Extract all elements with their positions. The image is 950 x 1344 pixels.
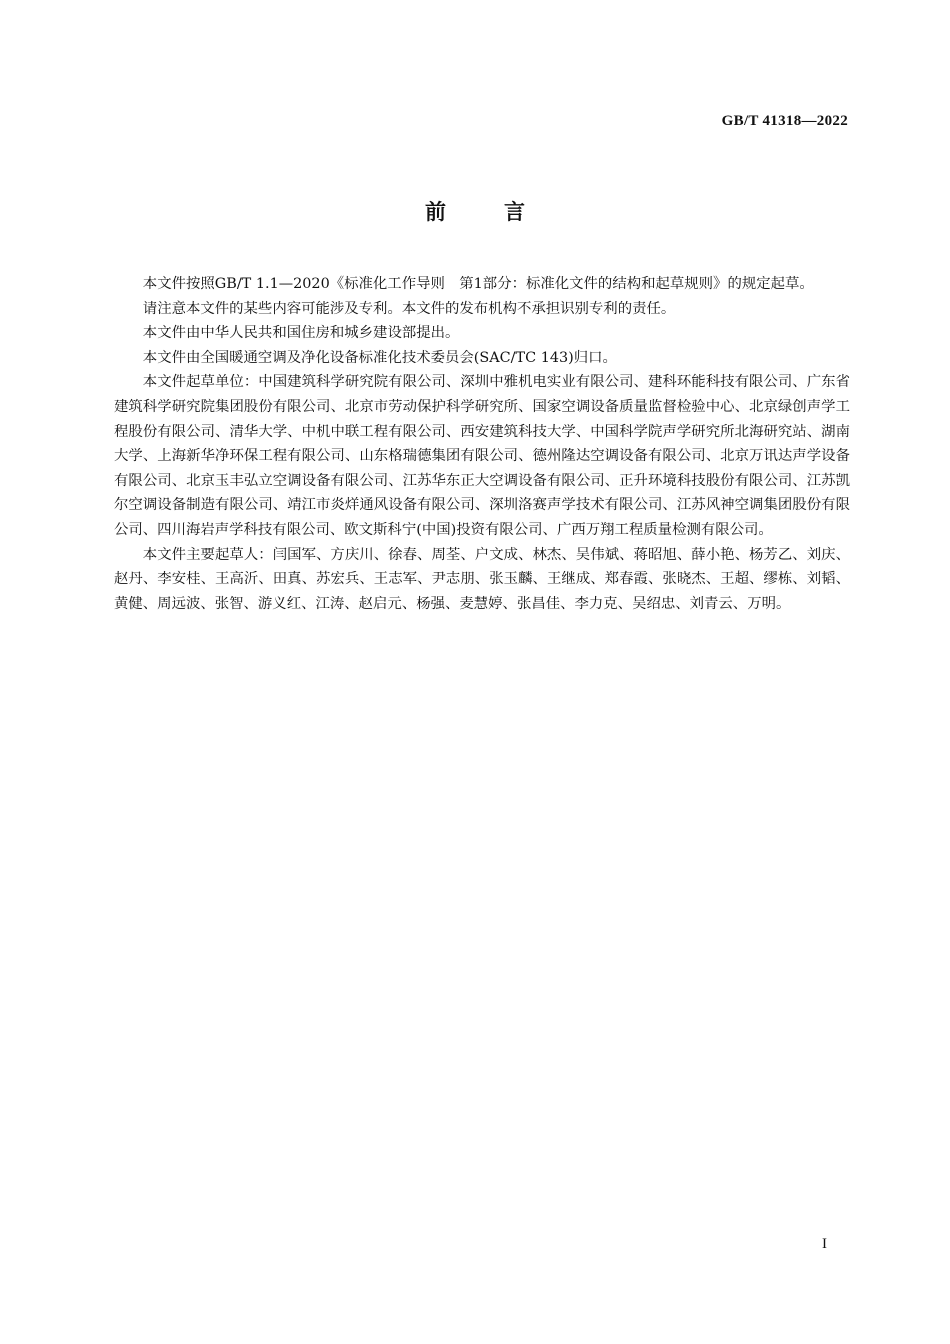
page-number: I xyxy=(822,1236,827,1252)
paragraph-technical-committee: 本文件由全国暖通空调及净化设备标准化技术委员会(SAC/TC 143)归口。 xyxy=(142,349,617,366)
page-title: 前言 xyxy=(425,200,583,224)
paragraph-drafters: 本文件主要起草人：闫国军、方庆川、徐春、周荃、户文成、林杰、吴伟斌、蒋昭旭、薛小艳、杨芳乙、刘庆、赵丹、李安桂、王高沂、田真、苏宏兵、王志军、尹志朋、张玉麟、王继成、郑春霞、张晓杰、王超、缪栋、刘韬、黄健、周远波、张智、游义红、江涛、赵启元、杨强、麦慧婷、张昌佳、李力克、吴绍忠、刘青云、万明。 xyxy=(114,546,850,612)
foreword-body xyxy=(114,272,850,616)
paragraph-drafting-organizations: 本文件起草单位：中国建筑科学研究院有限公司、深圳中雅机电实业有限公司、建科环能科技有限公司、广东省建筑科学研究院集团股份有限公司、北京市劳动保护科学研究所、国家空调设备质量监督检验中心、北京绿创声学工程股份有限公司、清华大学、中机中联工程有限公司、西安建筑科技大学、中国科学院声学研究所北海研究站、湖南大学、上海新华净环保工程有限公司、山东格瑞德集团有限公司、德州隆达空调设备有限公司、北京万讯达声学设备有限公司、北京玉丰弘立空调设备有限公司、江苏华东正大空调设备有限公司、正升环境科技股份有限公司、江苏凯尔空调设备制造有限公司、靖江市炎烊通风设备有限公司、深圳洛赛声学技术有限公司、江苏风神空调集团股份有限公司、四川海岩声学科技有限公司、欧文斯科宁(中国)投资有限公司、广西万翔工程质量检测有限公司。 xyxy=(114,374,850,538)
paragraph-proposer: 本文件由中华人民共和国住房和城乡建设部提出。 xyxy=(142,325,460,342)
paragraph-patent-notice: 请注意本文件的某些内容可能涉及专利。本文件的发布机构不承担识别专利的责任。 xyxy=(142,300,676,317)
paragraph-drafting-rules: 本文件按照GB/T 1.1—2020《标准化工作导则 第1部分：标准化文件的结构和起草规则》的规定起草。 xyxy=(142,276,814,292)
standard-code: GB/T 41318—2022 xyxy=(721,113,848,129)
